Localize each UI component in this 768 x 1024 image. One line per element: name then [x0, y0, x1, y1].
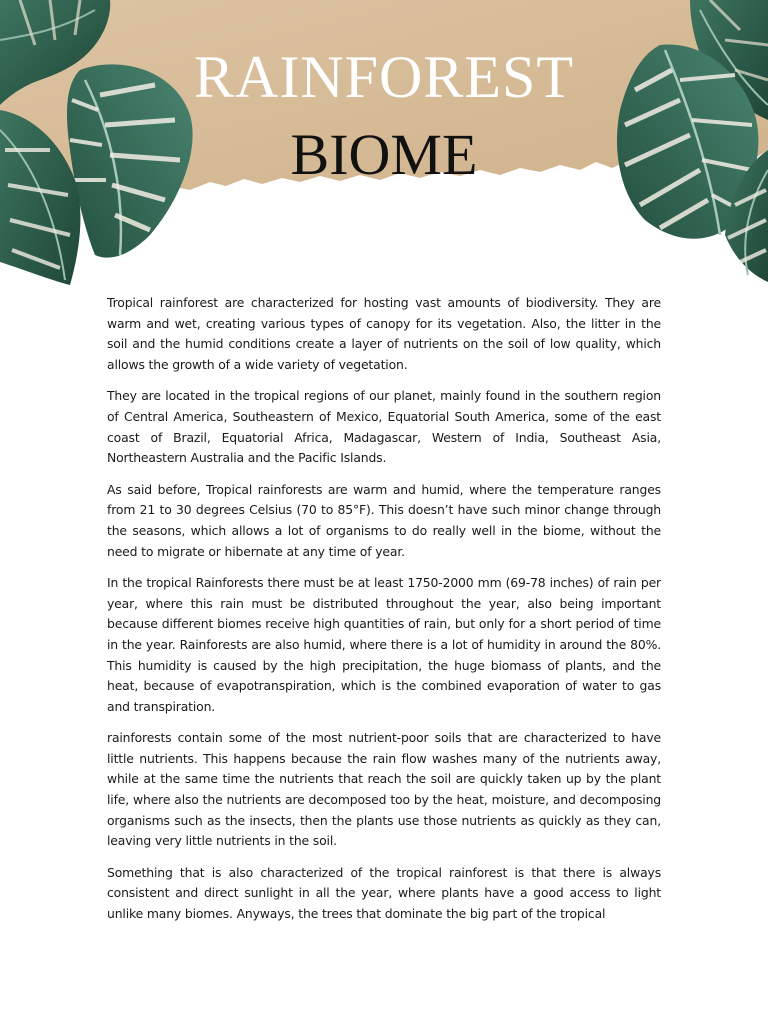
- paragraph-soil: rainforests contain some of the most nutrient-poor soils that are characterized to have little nutrients. This happens because the rain flow washes many of the nutrients away, while at the same time the nutrients that reach the soil are quickly taken up by the plant life, where also the nutrients are decomposed too by the heat, moisture, and decomposing organisms such as the insects, then the plants use those nutrients as quickly as they can, leaving very little nutrients in the soil.: [107, 730, 661, 849]
- paragraph-temperature: As said before, Tropical rainforests are warm and humid, where the temperature ranges from 21 to 30 degrees Celsius (70 to 85°F). This doesn’t have such minor change through the seasons, which allows a lot of organisms to do really well in the biome, without the need to migrate or hibernate at any time of year.: [107, 481, 661, 559]
- paragraph-intro: Tropical rainforest are characterized for hosting vast amounts of biodiversity. They are warm and wet, creating various types of canopy for its vegetation. Also, the litter in the soil and the humid conditions create a layer of nutrients on the soil of low quality, which allows the growth of a wide variety of vegetation.: [107, 295, 661, 372]
- paragraph-sunlight: Something that is also characterized of the tropical rainforest is that there is always consistent and direct sunlight in all the year, where plants have a good access to light unlike many biomes. Anyways, the trees that dominate the big part of the tropical: [107, 864, 661, 922]
- paragraph-rainfall: In the tropical Rainforests there must be at least 1750-2000 mm (69-78 inches) of rain per year, where this rain must be distributed throughout the year, also being important because different biomes receive high quantities of rain, but only for a short period of time in the year. Rainforests are also humid, where there is a lot of humidity in around the 80%. This humidity is caused by the high precipitation, the huge biomass of plants, and the heat, because of evapotranspiration, which is the combined evaporation of water to gas and transpiration.: [107, 575, 661, 714]
- paragraph-location: They are located in the tropical regions of our planet, mainly found in the southern region of Central America, Southeastern of Mexico, Equatorial South America, some of the east coast of Brazil, Equatorial Africa, Madagascar, Western of India, Southeast Asia, Northeastern Australia and the Pacific Islands.: [107, 388, 661, 466]
- document-body: [107, 293, 661, 936]
- title-line-1: RAINFOREST: [193, 44, 575, 110]
- title-line-2: BIOME: [290, 122, 478, 187]
- header-banner: [0, 0, 768, 300]
